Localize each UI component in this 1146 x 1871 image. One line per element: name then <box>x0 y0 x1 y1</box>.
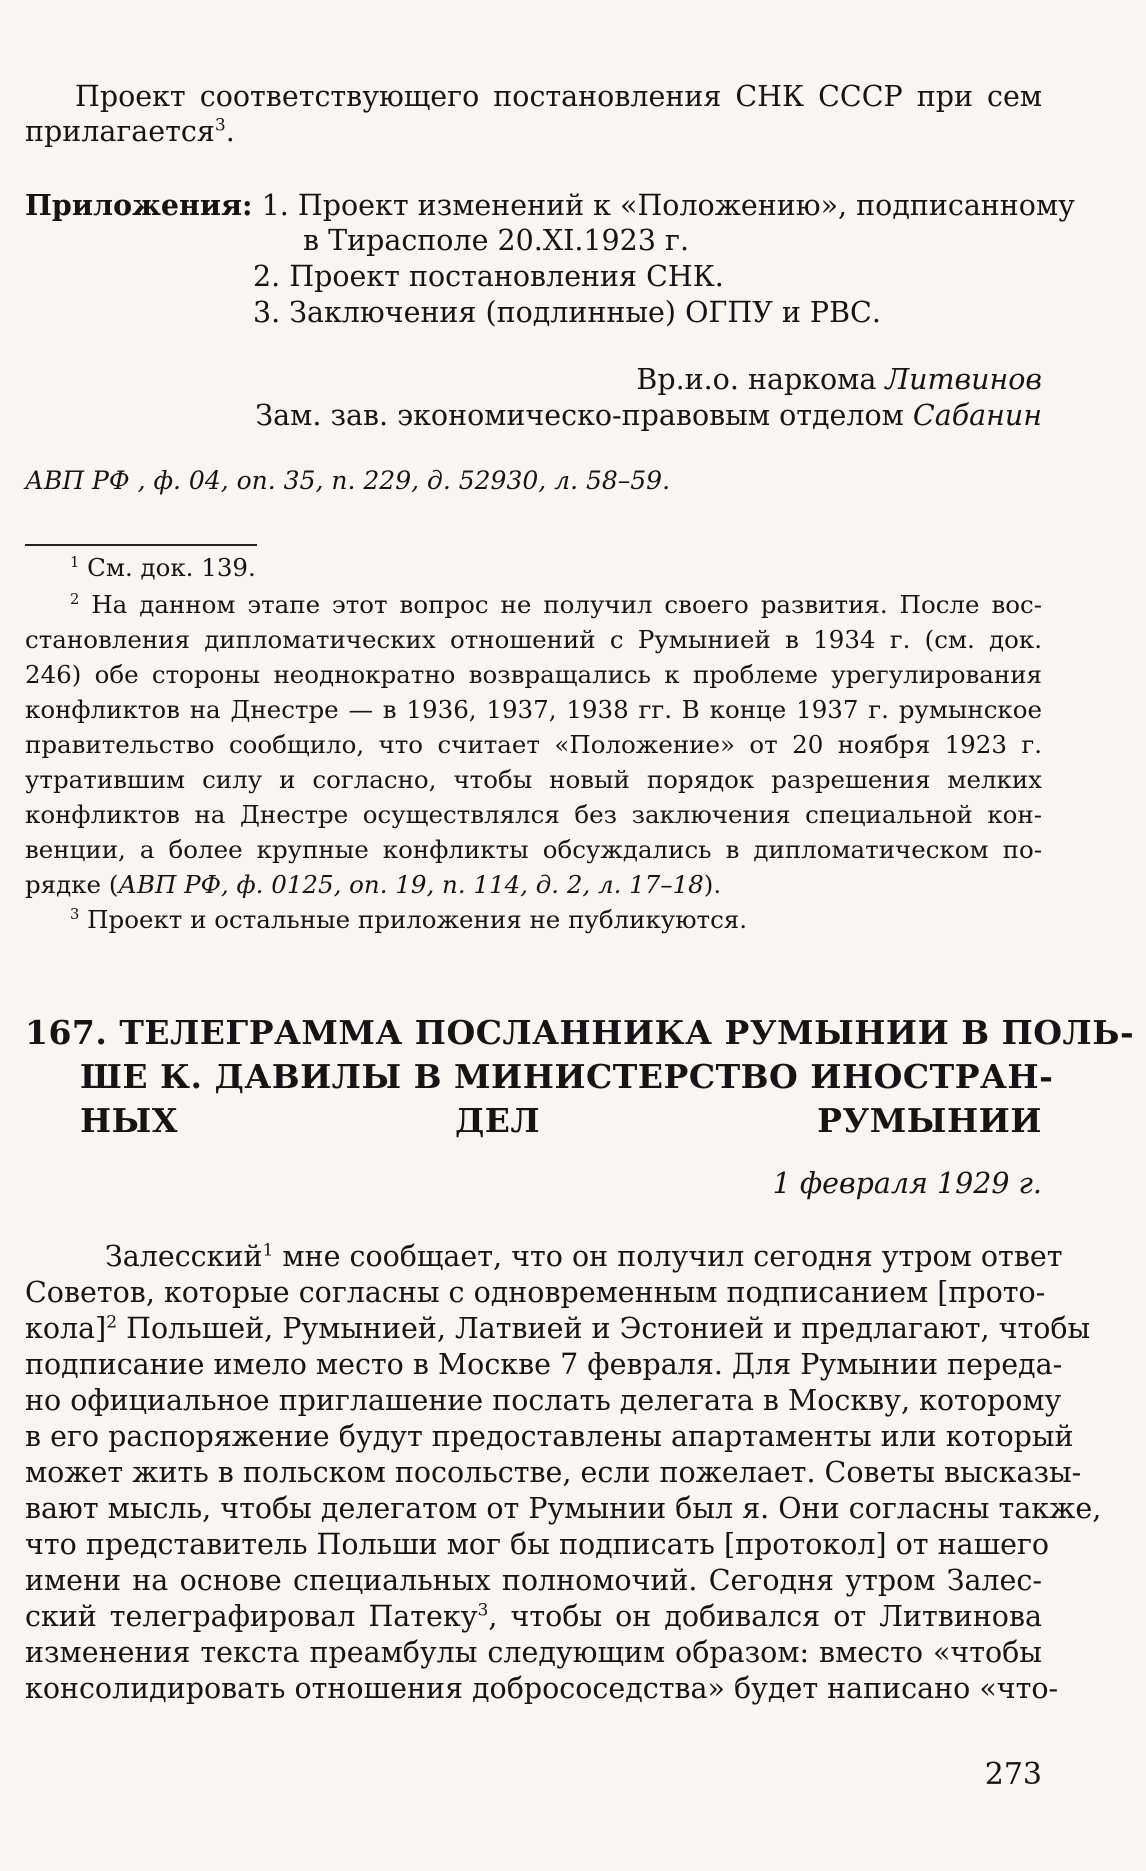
body-line: консолидировать отношения добрососедства» будет написано «что- <box>25 1672 1059 1705</box>
appendices-block <box>25 188 1075 223</box>
appendix-item-1a: 1. Проект изменений к «Положению», подписанному <box>261 189 1075 222</box>
body-line: в его распоряжение будут предоставлены апартаменты или который <box>25 1420 1074 1453</box>
body-line: вают мысль, чтобы делегатом от Румынии был я. Они согласны также, <box>25 1492 1102 1525</box>
appendix-item-2: 2. Проект постановления СНК. <box>253 260 724 293</box>
footnote-divider <box>25 544 257 546</box>
document-heading-line: НЫХ ДЕЛ РУМЫНИИ <box>80 1101 1042 1140</box>
body-line: может жить в польском посольстве, если пожелает. Советы высказы- <box>25 1456 1082 1489</box>
body-line-1: Залесский$^1$ мне сообщает, что он получил сегодня утром ответ <box>105 1240 1063 1273</box>
signature-1-name: Литвинов <box>885 363 1042 396</box>
footnote-3: $^3$ Проект и остальные приложения не публикуются. <box>70 905 748 934</box>
footnote-2-line: утратившим силу и согласно, чтобы новый порядок разрешения мелких <box>25 765 1042 794</box>
signature-2: Зам. зав. экономическо-правовым отделом Сабанин <box>255 399 1042 432</box>
body-line-11: ский телеграфировал Патеку$^3$, чтобы он добивался от Литвинова <box>25 1600 1042 1633</box>
appendix-item-3: 3. Заключения (подлинные) ОГПУ и РВС. <box>253 296 881 329</box>
body-line: но официальное приглашение послать делегата в Москву, которому <box>25 1384 1062 1417</box>
footnote-2-line: 246) обе стороны неоднократно возвращались к проблеме урегулирования <box>25 660 1042 689</box>
archive-reference: АВП РФ , ф. 04, оп. 35, п. 229, д. 52930, л. 58–59. <box>25 466 671 495</box>
footnote-2-line: $^2$ На данном этапе этот вопрос не получил своего развития. После вос- <box>70 590 1042 619</box>
intro-line-1: Проект соответствующего постановления СНК СССР при сем <box>75 80 1042 113</box>
footnote-2-line: правительство сообщило, что считает «Положение» от 20 ноября 1923 г. <box>25 730 1042 759</box>
document-heading-line: ШЕ К. ДАВИЛЫ В МИНИСТЕРСТВО ИНОСТРАН- <box>80 1057 1054 1096</box>
footnote-2-line: венции, а более крупные конфликты обсуждались в дипломатическом по- <box>25 835 1042 864</box>
footnote-2-line: конфликтов на Днестре осуществлялся без заключения специальной кон- <box>25 800 1042 829</box>
body-line: имени на основе специальных полномочий. Сегодня утром Залес- <box>25 1564 1042 1597</box>
page-number: 273 <box>984 1757 1042 1792</box>
body-line: что представитель Польши мог бы подписать [протокол] от нашего <box>25 1528 1050 1561</box>
footnote-ref-3: 3 <box>214 115 226 136</box>
appendix-item-1b: в Тирасполе 20.XI.1923 г. <box>303 224 690 257</box>
footnote-2-line: конфликтов на Днестре — в 1936, 1937, 1938 гг. В конце 1937 г. румынское <box>25 695 1042 724</box>
document-date: 1 февраля 1929 г. <box>772 1167 1042 1200</box>
body-line: изменения текста преамбулы следующим образом: вместо «чтобы <box>25 1636 1042 1669</box>
signature-2-name: Сабанин <box>912 399 1042 432</box>
intro-line-2: прилагается$^3$. <box>25 115 235 148</box>
footnote-2-line: становления дипломатических отношений с Румынией в 1934 г. (см. док. <box>25 625 1042 654</box>
signature-1: Вр.и.о. наркома Литвинов <box>636 363 1042 396</box>
body-line: подписание имело место в Москве 7 февраля. Для Румынии переда- <box>25 1348 1063 1381</box>
document-heading-line: 167. ТЕЛЕГРАММА ПОСЛАННИКА РУМЫНИИ В ПОЛЬ- <box>25 1013 1135 1052</box>
body-line-3: кола]$^2$ Польшей, Румынией, Латвией и Эстонией и предлагают, чтобы <box>25 1312 1091 1345</box>
footnote-1: $^1$ См. док. 139. <box>70 553 256 582</box>
footnote-2-last-line: рядке (АВП РФ, ф. 0125, оп. 19, п. 114, д. 2, л. 17–18). <box>25 870 722 899</box>
body-line-2: Советов, которые согласны с одновременным подписанием [прото- <box>25 1276 1046 1309</box>
appendices-label: Приложения: <box>25 188 253 222</box>
